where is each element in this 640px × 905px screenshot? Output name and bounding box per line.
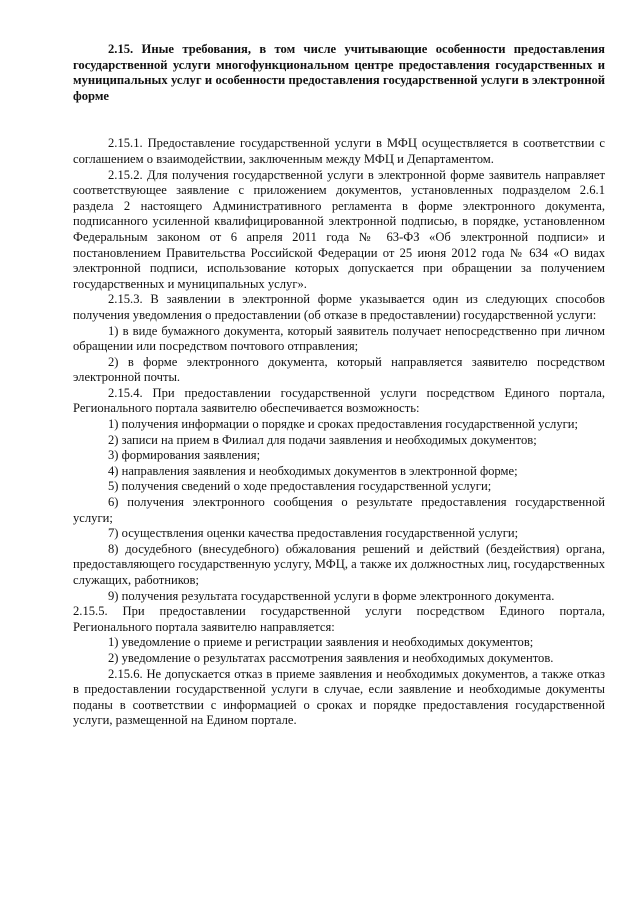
list-item-2-15-5-1: 1) уведомление о приеме и регистрации заявления и необходимых документов; <box>108 635 534 650</box>
list-item-2-15-4-3: 3) формирования заявления; <box>108 448 261 463</box>
list-item-2-15-4-7: 7) осуществления оценки качества предоставления государственной услуги; <box>108 526 519 541</box>
list-item-2-15-3-2: 2) в форме электронного документа, который направляется заявителю посредством электронной почты. <box>73 354 605 385</box>
list-item-2-15-4-8: 8) досудебного (внесудебного) обжалования решений и действий (бездействия) органа, предоставляющего государственную услугу, МФЦ, а также их должностных лиц, государственных служащих, работников; <box>73 541 605 587</box>
list-item-2-15-4-4: 4) направления заявления и необходимых документов в электронной форме; <box>108 463 518 478</box>
list-item-2-15-4-9: 9) получения результата государственной услуги в форме электронного документа. <box>108 588 555 603</box>
paragraph-2-15-6: 2.15.6. Не допускается отказ в приеме заявления и необходимых документов, а также отказ в предоставлении государственной услуги в случае, если заявление и необходимые документы поданы в соответствии с информацией о сроках и порядке предоставления государственной услуги, размещенной на Едином портале. <box>73 666 605 728</box>
section-heading: 2.15. Иные требования, в том числе учитывающие особенности предоставления государственной услуги многофункциональном центре предоставления государственных и муниципальных услуг и особенности предоставления государственной услуги в электронной форме <box>73 42 605 103</box>
paragraph-2-15-1: 2.15.1. Предоставление государственной услуги в МФЦ осуществляется в соответствии с соглашением о взаимодействии, заключенным между МФЦ и Департаментом. <box>73 136 605 166</box>
paragraph-2-15-2: 2.15.2. Для получения государственной услуги в электронной форме заявитель направляет соответствующее заявление с приложением документов, установленных подразделом 2.6.1 раздела 2 настоящего Административного регламента в форме электронного документа, подписанного усиленной квалифицированной электронной подписью, в порядке, установленном Федеральным законом от 6 апреля 2011 года № 63-ФЗ «Об электронной подписи» и постановлением Правительства Российской Федерации от 25 июня 2012 года № 634 «О видах электронной подписи, использование которых допускается при обращении за получением государственных и муниципальных услуг». <box>73 167 605 291</box>
list-item-2-15-4-1: 1) получения информации о порядке и сроках предоставления государственной услуги; <box>108 417 579 432</box>
paragraph-2-15-4: 2.15.4. При предоставлении государственной услуги посредством Единого портала, Регионального портала заявителю обеспечивается возможность: <box>73 385 605 416</box>
list-item-2-15-4-6: 6) получения электронного сообщения о результате предоставления государственной услуги; <box>73 495 605 525</box>
list-item-2-15-5-2: 2) уведомление о результатах рассмотрения заявления и необходимых документов. <box>108 650 554 665</box>
list-item-2-15-4-5: 5) получения сведений о ходе предоставления государственной услуги; <box>108 479 492 494</box>
list-item-2-15-3-1: 1) в виде бумажного документа, который заявитель получает непосредственно при личном обращении или посредством почтового отправления; <box>73 323 605 354</box>
paragraph-2-15-5: 2.15.5. При предоставлении государственной услуги посредством Единого портала, Регионального портала заявителю направляется: <box>73 604 605 634</box>
paragraph-2-15-3: 2.15.3. В заявлении в электронной форме указывается один из следующих способов получения уведомления о предоставлении (об отказе в предоставлении) государственной услуги: <box>73 292 605 322</box>
list-item-2-15-4-2: 2) записи на прием в Филиал для подачи заявления и необходимых документов; <box>108 432 537 447</box>
document-page <box>73 42 605 729</box>
